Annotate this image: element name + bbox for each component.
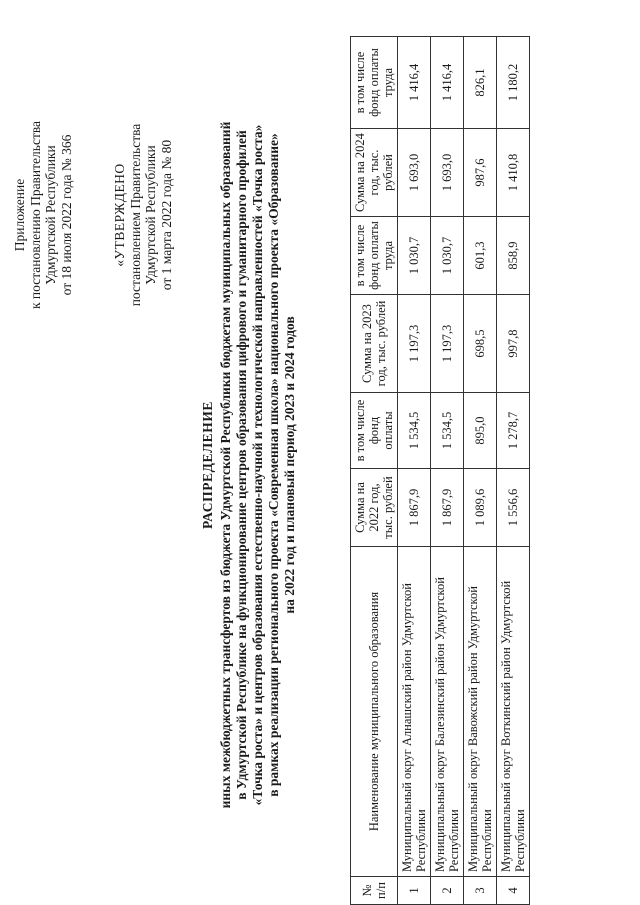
cell-sum-2024: 1 693,0 bbox=[398, 129, 431, 217]
table-row bbox=[398, 37, 431, 905]
appendix-line: Удмуртской Республики bbox=[43, 145, 58, 285]
header-name: Наименование муниципального образования bbox=[351, 547, 398, 877]
cell-incl-2023: 1 030,7 bbox=[431, 217, 464, 295]
approved-heading: «УТВЕРЖДЕНО bbox=[112, 163, 127, 267]
header-incl-2023: в том числе фонд оплаты труда bbox=[351, 217, 398, 295]
header-sum-2023: Сумма на 2023 год, тыс. рублей bbox=[351, 295, 398, 393]
appendix-block bbox=[12, 45, 74, 385]
cell-incl-2023: 1 030,7 bbox=[398, 217, 431, 295]
cell-sum-2023: 698,5 bbox=[464, 295, 497, 393]
cell-sum-2022: 1 089,6 bbox=[464, 469, 497, 547]
cell-incl-2024: 1 416,4 bbox=[431, 37, 464, 129]
header-row bbox=[351, 37, 398, 905]
cell-name: Муниципальный округ Алнашский район Удмуртской Республики bbox=[398, 547, 431, 877]
cell-sum-2022: 1 867,9 bbox=[398, 469, 431, 547]
cell-sum-2022: 1 867,9 bbox=[431, 469, 464, 547]
appendix-line: от 18 июля 2022 года № 366 bbox=[58, 134, 74, 296]
cell-name: Муниципальный округ Воткинский район Удмуртской Республики bbox=[497, 547, 530, 877]
cell-name: Муниципальный округ Балезинский район Удмуртской Республики bbox=[431, 547, 464, 877]
cell-incl-2022: 1 534,5 bbox=[398, 393, 431, 469]
header-num: № п/п bbox=[351, 877, 398, 905]
cell-sum-2024: 1 693,0 bbox=[431, 129, 464, 217]
header-sum-2024: Сумма на 2024 год, тыс. рублей bbox=[351, 129, 398, 217]
cell-sum-2024: 1 410,8 bbox=[497, 129, 530, 217]
cell-sum-2023: 1 197,3 bbox=[431, 295, 464, 393]
cell-sum-2023: 1 197,3 bbox=[398, 295, 431, 393]
cell-incl-2022: 895,0 bbox=[464, 393, 497, 469]
title-line: «Точка роста» и центров образования естественно-научной и технологической направленностей «Точка роста» bbox=[250, 124, 265, 806]
cell-incl-2023: 601,3 bbox=[464, 217, 497, 295]
title-line: иных межбюджетных трансфертов из бюджета Удмуртской Республики бюджетам муниципальных образований bbox=[218, 121, 233, 809]
distribution-table bbox=[350, 36, 530, 905]
cell-incl-2024: 1 416,4 bbox=[398, 37, 431, 129]
appendix-line: к постановлению Правительства bbox=[27, 120, 43, 310]
cell-incl-2024: 1 180,2 bbox=[497, 37, 530, 129]
cell-sum-2023: 997,8 bbox=[497, 295, 530, 393]
table-row bbox=[464, 37, 497, 905]
title-main: РАСПРЕДЕЛЕНИЕ bbox=[200, 400, 215, 530]
title-line: в рамках реализации регионального проекта «Современная школа» национального проекта «Образование» bbox=[266, 133, 281, 797]
approved-block bbox=[112, 45, 174, 385]
appendix-line: Приложение bbox=[12, 178, 27, 252]
document-title bbox=[200, 45, 298, 885]
cell-num: 3 bbox=[464, 877, 497, 905]
title-line: в Удмуртской Республике на функционирование центров образования цифрового и гуманитарного профилей bbox=[234, 130, 249, 800]
title-line: на 2022 год и плановый период 2023 и 2024 годов bbox=[282, 316, 297, 614]
cell-name: Муниципальный округ Вавожский район Удмуртской Республики bbox=[464, 547, 497, 877]
header-sum-2022: Сумма на 2022 год, тыс. рублей bbox=[351, 469, 398, 547]
approved-line: постановлением Правительства bbox=[127, 123, 143, 307]
cell-num: 4 bbox=[497, 877, 530, 905]
header-incl-2024: в том числе фонд оплаты труда bbox=[351, 37, 398, 129]
table-row bbox=[497, 37, 530, 905]
cell-sum-2022: 1 556,6 bbox=[497, 469, 530, 547]
cell-num: 2 bbox=[431, 877, 464, 905]
cell-incl-2024: 826,1 bbox=[464, 37, 497, 129]
table-row bbox=[431, 37, 464, 905]
approved-line: от 1 марта 2022 года № 80 bbox=[158, 139, 174, 291]
cell-incl-2022: 1 278,7 bbox=[497, 393, 530, 469]
cell-incl-2023: 858,9 bbox=[497, 217, 530, 295]
cell-sum-2024: 987,6 bbox=[464, 129, 497, 217]
cell-incl-2022: 1 534,5 bbox=[431, 393, 464, 469]
approved-line: Удмуртской Республики bbox=[143, 145, 158, 285]
header-incl-2022: в том числе фонд оплаты bbox=[351, 393, 398, 469]
cell-num: 1 bbox=[398, 877, 431, 905]
